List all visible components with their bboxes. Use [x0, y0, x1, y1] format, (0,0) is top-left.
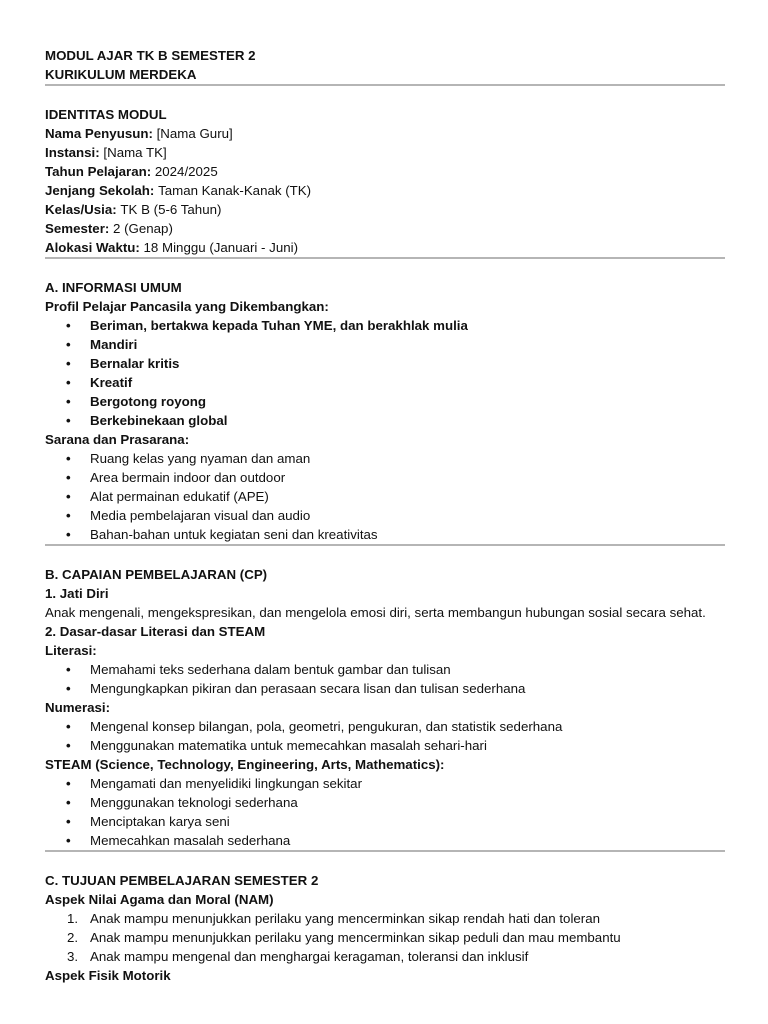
informasi-umum-heading: A. INFORMASI UMUM [45, 280, 182, 295]
profil-item: • Beriman, bertakwa kepada Tuhan YME, dan berakhlak mulia [45, 316, 725, 335]
identitas-row [45, 238, 725, 257]
profil-item: • Mandiri [45, 335, 725, 354]
identitas-row [45, 200, 725, 219]
profil-list [45, 316, 725, 430]
identitas-value: 18 Minggu (Januari - Juni) [143, 240, 298, 255]
steam-item: • Memecahkan masalah sederhana [45, 831, 725, 850]
identitas-heading: IDENTITAS MODUL [45, 107, 167, 122]
identitas-label: Alokasi Waktu: [45, 240, 140, 255]
jati-diri-text: Anak mengenali, mengekspresikan, dan mengelola emosi diri, serta membangun hubungan sosial secara sehat. [45, 605, 706, 620]
sarana-list [45, 449, 725, 544]
identitas-label: Nama Penyusun: [45, 126, 153, 141]
sarana-item: • Alat permainan edukatif (APE) [45, 487, 725, 506]
steam-heading: STEAM (Science, Technology, Engineering, Arts, Mathematics): [45, 757, 445, 772]
sarana-item: • Ruang kelas yang nyaman dan aman [45, 449, 725, 468]
nam-list [45, 909, 725, 966]
identitas-row [45, 143, 725, 162]
steam-item: • Menggunakan teknologi sederhana [45, 793, 725, 812]
sarana-heading: Sarana dan Prasarana: [45, 432, 190, 447]
literasi-item: • Memahami teks sederhana dalam bentuk gambar dan tulisan [45, 660, 725, 679]
profil-item: • Berkebinekaan global [45, 411, 725, 430]
numerasi-heading: Numerasi: [45, 700, 111, 715]
document-page [45, 46, 725, 985]
profil-item: • Bernalar kritis [45, 354, 725, 373]
nam-item-number: 3. [67, 949, 79, 964]
literasi-steam-heading: 2. Dasar-dasar Literasi dan STEAM [45, 624, 266, 639]
identitas-row [45, 219, 725, 238]
numerasi-item: • Menggunakan matematika untuk memecahkan masalah sehari-hari [45, 736, 725, 755]
literasi-heading: Literasi: [45, 643, 97, 658]
identitas-label: Tahun Pelajaran: [45, 164, 152, 179]
sarana-item: • Media pembelajaran visual dan audio [45, 506, 725, 525]
nam-item [45, 909, 725, 928]
nam-item-number: 1. [67, 911, 79, 926]
sarana-item: • Area bermain indoor dan outdoor [45, 468, 725, 487]
numerasi-list [45, 717, 725, 755]
capaian-heading: B. CAPAIAN PEMBELAJARAN (CP) [45, 567, 268, 582]
numerasi-item: • Mengenal konsep bilangan, pola, geometri, pengukuran, dan statistik sederhana [45, 717, 725, 736]
profil-item: • Kreatif [45, 373, 725, 392]
tujuan-heading: C. TUJUAN PEMBELAJARAN SEMESTER 2 [45, 873, 319, 888]
identitas-value: Taman Kanak-Kanak (TK) [158, 183, 312, 198]
identitas-list [45, 124, 725, 257]
nam-item-text: Anak mampu menunjukkan perilaku yang mencerminkan sikap peduli dan mau membantu [90, 930, 621, 945]
identitas-value: TK B (5-6 Tahun) [120, 202, 222, 217]
sarana-item: • Bahan-bahan untuk kegiatan seni dan kreativitas [45, 525, 725, 544]
steam-item: • Menciptakan karya seni [45, 812, 725, 831]
nam-item [45, 928, 725, 947]
steam-list [45, 774, 725, 850]
nam-item [45, 947, 725, 966]
identitas-label: Jenjang Sekolah: [45, 183, 155, 198]
identitas-row [45, 162, 725, 181]
profil-item: • Bergotong royong [45, 392, 725, 411]
identitas-label: Instansi: [45, 145, 100, 160]
literasi-item: • Mengungkapkan pikiran dan perasaan secara lisan dan tulisan sederhana [45, 679, 725, 698]
nam-heading: Aspek Nilai Agama dan Moral (NAM) [45, 892, 274, 907]
nam-item-text: Anak mampu mengenal dan menghargai keragaman, toleransi dan inklusif [90, 949, 529, 964]
literasi-list [45, 660, 725, 698]
nam-item-text: Anak mampu menunjukkan perilaku yang mencerminkan sikap rendah hati dan toleran [90, 911, 601, 926]
document-title: MODUL AJAR TK B SEMESTER 2 [45, 48, 256, 63]
document-subtitle: KURIKULUM MERDEKA [45, 67, 197, 82]
identitas-row [45, 181, 725, 200]
identitas-value: [Nama Guru] [156, 126, 233, 141]
jati-diri-heading: 1. Jati Diri [45, 586, 109, 601]
identitas-value: 2024/2025 [154, 164, 218, 179]
identitas-row [45, 124, 725, 143]
profil-heading: Profil Pelajar Pancasila yang Dikembangkan: [45, 299, 329, 314]
fisik-motorik-heading: Aspek Fisik Motorik [45, 968, 171, 983]
identitas-label: Semester: [45, 221, 110, 236]
identitas-value: [Nama TK] [103, 145, 167, 160]
steam-item: • Mengamati dan menyelidiki lingkungan sekitar [45, 774, 725, 793]
nam-item-number: 2. [67, 930, 79, 945]
identitas-label: Kelas/Usia: [45, 202, 117, 217]
identitas-value: 2 (Genap) [113, 221, 173, 236]
